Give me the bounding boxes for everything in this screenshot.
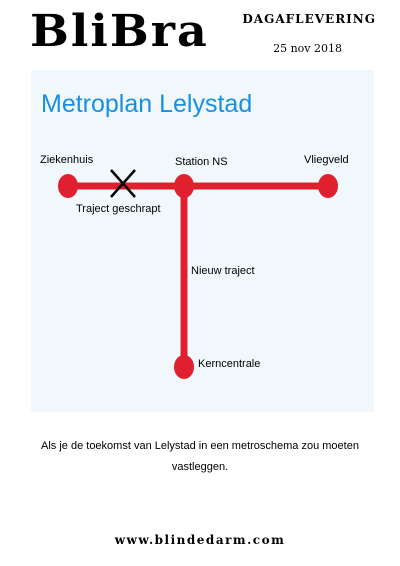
station-dot-station-ns xyxy=(174,174,194,198)
station-dot-kerncentrale xyxy=(174,355,194,379)
map-title: Metroplan Lelystad xyxy=(41,90,253,118)
masthead-logo: BliBra xyxy=(30,5,209,57)
article-caption: Als je de toekomst van Lelystad in een metroschema zou moeten vastleggen. xyxy=(41,440,359,473)
station-dot-ziekenhuis xyxy=(58,174,78,198)
station-label-station-ns: Station NS xyxy=(175,156,228,168)
edition-label: DAGAFLEVERING xyxy=(242,12,376,26)
metro-map-panel xyxy=(31,70,374,412)
annotation-cancelled-route: Traject geschrapt xyxy=(76,203,161,215)
station-label-vliegveld: Vliegveld xyxy=(304,154,349,166)
publication-date: 25 nov 2018 xyxy=(273,42,342,55)
station-label-ziekenhuis: Ziekenhuis xyxy=(40,154,94,166)
station-dot-vliegveld xyxy=(318,174,338,198)
annotation-new-route: Nieuw traject xyxy=(191,265,255,277)
station-label-kerncentrale: Kerncentrale xyxy=(198,358,261,370)
footer-website-link[interactable]: www.blindedarm.com xyxy=(114,533,286,547)
